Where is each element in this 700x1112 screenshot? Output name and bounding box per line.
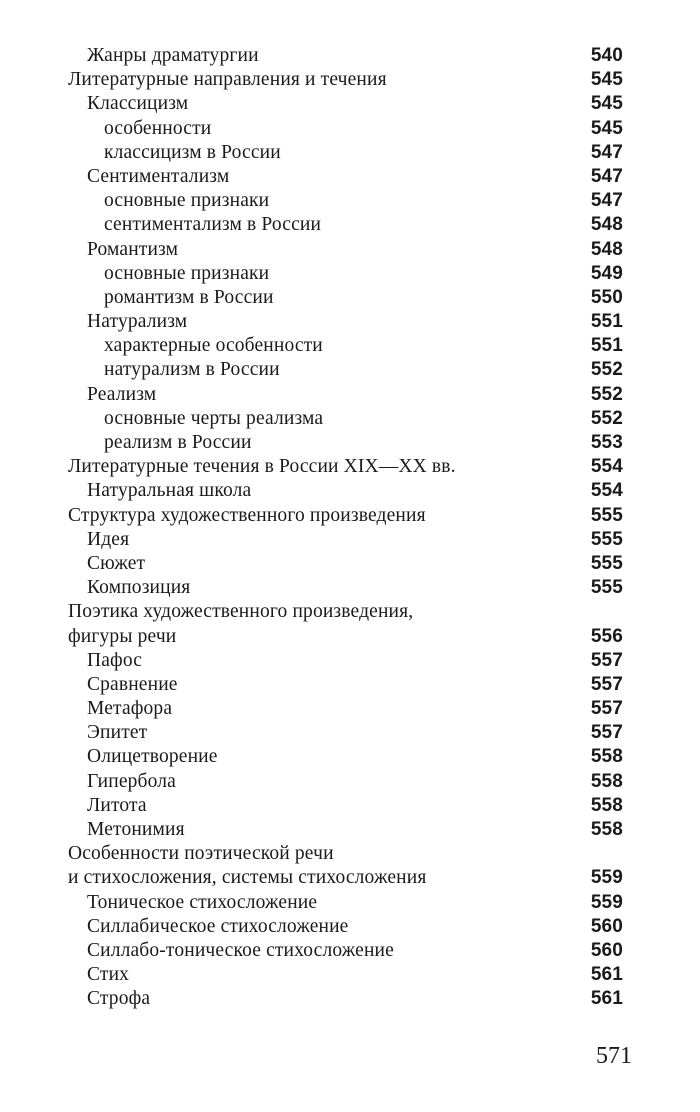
toc-entry-page: 551 (590, 335, 623, 357)
toc-entry (68, 455, 623, 479)
toc-entry (68, 310, 623, 334)
toc-entry-title: основные признаки (104, 262, 270, 284)
toc-entry-page: 558 (590, 819, 623, 840)
toc-entry (68, 794, 623, 818)
page-number: 571 (596, 1043, 632, 1069)
toc-entry-title: Сюжет (87, 552, 146, 574)
toc-entry-title: Литературные направления и течения (68, 69, 387, 91)
toc-entry-title: Метонимия (87, 819, 185, 840)
toc-entry-title: Композиция (87, 577, 191, 599)
toc-entry-title: Литота (87, 794, 147, 816)
toc-entry-page: 554 (590, 456, 623, 478)
toc-entry-page: 545 (590, 69, 623, 91)
toc-entry-page: 557 (590, 722, 623, 744)
toc-entry-title: Идея (87, 528, 130, 550)
toc-entry-title: Сравнение (87, 673, 178, 695)
toc-entry-title: романтизм в России (104, 286, 274, 308)
toc-entry-title: Гипербола (87, 770, 176, 792)
toc-entry (68, 165, 623, 189)
toc-entry-page: 555 (590, 504, 623, 526)
toc-entry-page: 550 (590, 286, 623, 308)
toc-entry-page: 552 (590, 407, 623, 429)
toc-entry-title: классицизм в России (104, 141, 281, 163)
toc-entry-title: Литературные течения в России XIX—XX вв. (68, 456, 456, 478)
toc-entry (68, 745, 623, 769)
toc-entry (68, 842, 623, 866)
toc-entry-page: 548 (590, 238, 623, 260)
toc-entry (68, 286, 623, 310)
toc-entry (68, 238, 623, 262)
toc-entry-page: 556 (590, 625, 623, 647)
toc-entry (68, 141, 623, 165)
toc-entry (68, 673, 623, 697)
toc-entry (68, 939, 623, 963)
toc-entry (68, 358, 623, 382)
toc-entry-page: 553 (590, 432, 623, 453)
toc-entry (68, 915, 623, 939)
toc-entry (68, 189, 623, 213)
toc-entry (68, 770, 623, 794)
toc-entry-page: 561 (590, 988, 623, 1010)
toc-entry-page: 549 (590, 262, 623, 284)
toc-entry-title: Жанры драматургии (87, 45, 259, 66)
toc-entry (68, 504, 623, 528)
toc-entry (68, 528, 623, 552)
toc-entry (68, 866, 623, 890)
toc-entry-title: Эпитет (87, 722, 148, 744)
toc-entry (68, 697, 623, 721)
toc-entry-title: Олицетворение (87, 746, 218, 768)
toc-entry-page: 560 (590, 939, 623, 961)
toc-entry (68, 600, 623, 624)
toc-entry (68, 407, 623, 431)
toc-entry-page: 545 (590, 117, 623, 139)
toc-entry-page: 551 (590, 311, 623, 333)
toc-entry (68, 818, 623, 842)
toc-entry-page: 555 (590, 552, 623, 574)
toc-entry-title: Стих (87, 964, 130, 986)
toc-entry-title: основные признаки (104, 190, 270, 212)
toc-entry-title: основные черты реализма (104, 407, 324, 429)
toc-entry (68, 891, 623, 915)
toc-entry-page: 559 (590, 891, 623, 913)
toc-entry (68, 92, 623, 116)
toc-entry-title: Сентиментализм (87, 165, 230, 187)
toc-entry-page: 547 (590, 165, 623, 187)
toc-entry-title: и стихосложения, системы стихосложения (68, 867, 427, 889)
toc-entry-page: 557 (590, 673, 623, 695)
table-of-contents (68, 44, 623, 1012)
toc-entry-title: реализм в России (104, 432, 252, 453)
toc-entry (68, 987, 623, 1011)
toc-entry-title: Строфа (87, 988, 151, 1010)
toc-entry (68, 262, 623, 286)
toc-entry-title: Романтизм (87, 238, 179, 260)
toc-entry-page: 545 (590, 93, 623, 115)
toc-entry-page: 552 (590, 359, 623, 381)
toc-entry-title: натурализм в России (104, 359, 280, 381)
toc-entry-title: Тоническое стихосложение (87, 891, 318, 913)
toc-entry-title: Силлабическое стихосложение (87, 915, 349, 937)
toc-entry-title: Метафора (87, 698, 173, 720)
toc-entry (68, 721, 623, 745)
toc-entry-page: 559 (590, 867, 623, 889)
toc-entry (68, 649, 623, 673)
toc-entry-title: Особенности поэтической речи (68, 843, 334, 865)
toc-entry-page: 557 (590, 698, 623, 720)
toc-entry-page: 555 (590, 577, 623, 599)
toc-entry-page: 561 (590, 964, 623, 986)
toc-entry-title: Классицизм (87, 93, 189, 115)
toc-entry-title: Структура художественного произведения (68, 504, 426, 526)
toc-entry-page: 548 (590, 214, 623, 236)
toc-entry (68, 431, 623, 455)
toc-entry-title: характерные особенности (104, 335, 323, 357)
toc-entry-page: 558 (590, 794, 623, 816)
toc-entry (68, 479, 623, 503)
toc-entry-page: 540 (590, 45, 623, 66)
toc-entry (68, 68, 623, 92)
toc-entry (68, 213, 623, 237)
toc-entry-title: Натуральная школа (87, 480, 252, 502)
toc-entry (68, 334, 623, 358)
toc-entry-page: 558 (590, 746, 623, 768)
toc-entry-page: 547 (590, 141, 623, 163)
toc-entry-title: Натурализм (87, 311, 188, 333)
toc-entry (68, 44, 623, 68)
toc-entry-title: особенности (104, 117, 212, 139)
toc-entry-title: Реализм (87, 383, 157, 405)
toc-entry (68, 963, 623, 987)
toc-entry-title: фигуры речи (68, 625, 177, 647)
toc-entry-title: Силлабо-тоническое стихосложение (87, 939, 394, 961)
toc-entry-page: 560 (590, 915, 623, 937)
toc-entry (68, 625, 623, 649)
toc-entry-title: сентиментализм в России (104, 214, 322, 236)
toc-entry-title: Поэтика художественного произведения, (68, 601, 414, 623)
toc-entry-page: 554 (590, 480, 623, 502)
toc-entry-title: Пафос (87, 649, 143, 671)
toc-entry-page: 547 (590, 190, 623, 212)
toc-entry (68, 576, 623, 600)
toc-entry-page: 555 (590, 528, 623, 550)
toc-entry (68, 552, 623, 576)
toc-entry-page: 558 (590, 770, 623, 792)
toc-entry (68, 117, 623, 141)
toc-entry-page: 552 (590, 383, 623, 405)
toc-entry-page: 557 (590, 649, 623, 671)
toc-entry (68, 383, 623, 407)
